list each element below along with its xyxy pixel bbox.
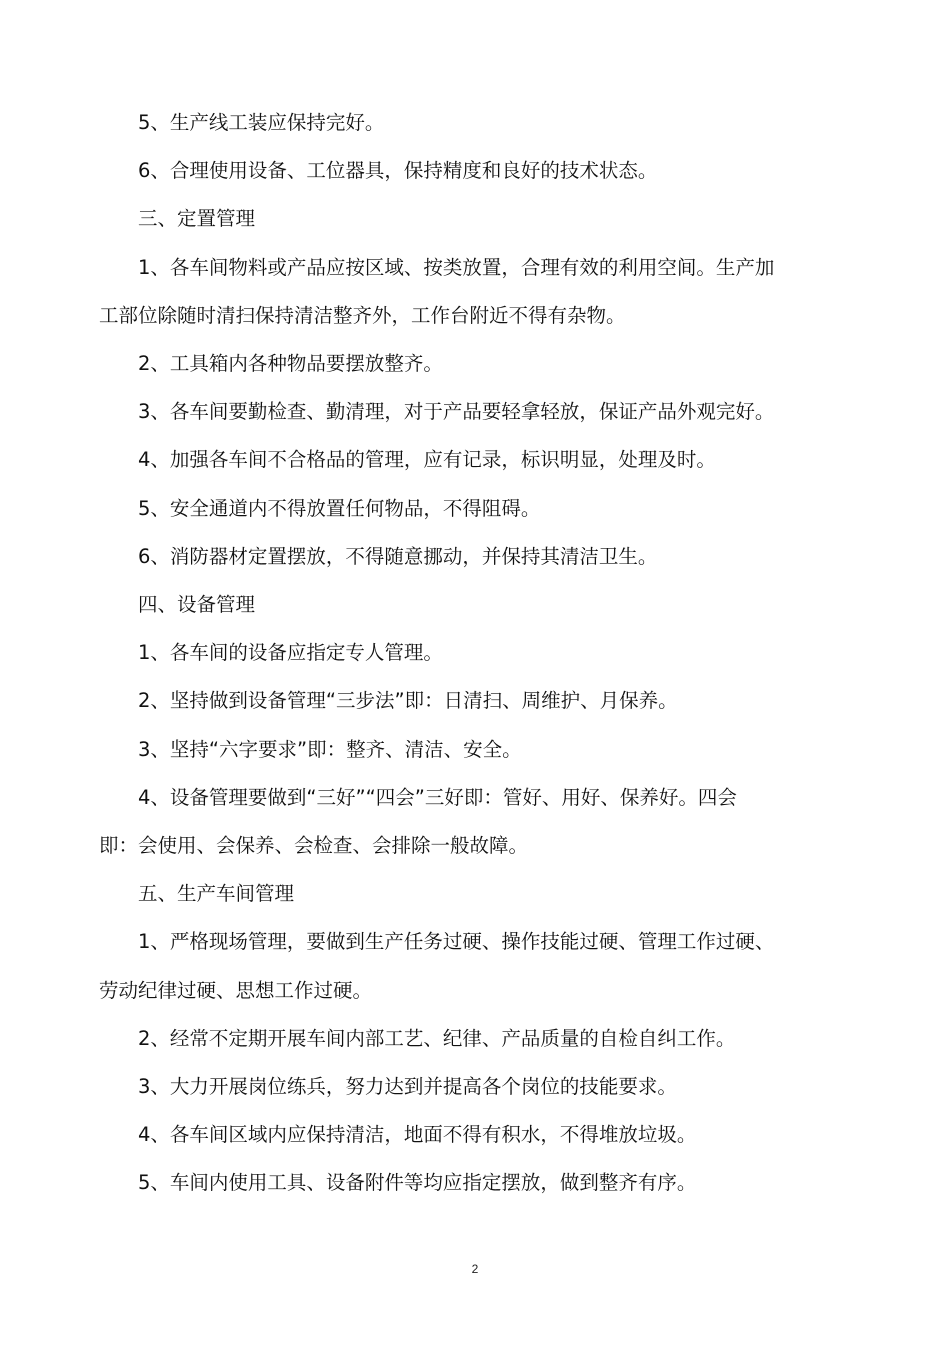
paragraph: 4、加强各车间不合格品的管理，应有记录，标识明显，处理及时。 [138,448,716,472]
paragraph: 1、各车间物料或产品应按区域、按类放置，合理有效的利用空间。生产加 [138,255,775,279]
paragraph: 4、各车间区域内应保持清洁，地面不得有积水，不得堆放垃圾。 [138,1123,697,1147]
section-heading: 三、定置管理 [138,207,256,231]
page-number: 2 [471,1262,479,1276]
paragraph: 5、车间内使用工具、设备附件等均应指定摆放，做到整齐有序。 [138,1171,697,1195]
paragraph: 4、设备管理要做到“三好”“四会”三好即：管好、用好、保养好。四会 [138,785,737,809]
paragraph: 2、坚持做到设备管理“三步法”即：日清扫、周维护、月保养。 [138,689,678,713]
paragraph: 6、合理使用设备、工位器具，保持精度和良好的技术状态。 [138,159,658,183]
paragraph: 2、经常不定期开展车间内部工艺、纪律、产品质量的自检自纠工作。 [138,1026,736,1050]
paragraph: 3、坚持“六字要求”即：整齐、清洁、安全。 [138,737,522,761]
paragraph: 1、严格现场管理，要做到生产任务过硬、操作技能过硬、管理工作过硬、 [138,930,775,954]
paragraph: 5、安全通道内不得放置任何物品，不得阻碍。 [138,496,541,520]
section-heading: 四、设备管理 [138,593,256,617]
paragraph-continuation: 工部位除随时清扫保持清洁整齐外，工作台附近不得有杂物。 [99,303,626,327]
paragraph-continuation: 即：会使用、会保养、会检查、会排除一般故障。 [99,834,529,858]
paragraph: 2、工具箱内各种物品要摆放整齐。 [138,352,443,376]
paragraph: 3、各车间要勤检查、勤清理，对于产品要轻拿轻放，保证产品外观完好。 [138,400,775,424]
paragraph: 3、大力开展岗位练兵，努力达到并提高各个岗位的技能要求。 [138,1075,677,1099]
section-heading: 五、生产车间管理 [138,882,295,906]
paragraph: 1、各车间的设备应指定专人管理。 [138,641,443,665]
paragraph: 6、消防器材定置摆放，不得随意挪动，并保持其清洁卫生。 [138,544,658,568]
paragraph-continuation: 劳动纪律过硬、思想工作过硬。 [99,978,373,1002]
document-body [99,99,829,1208]
paragraph: 5、生产线工装应保持完好。 [138,111,385,134]
